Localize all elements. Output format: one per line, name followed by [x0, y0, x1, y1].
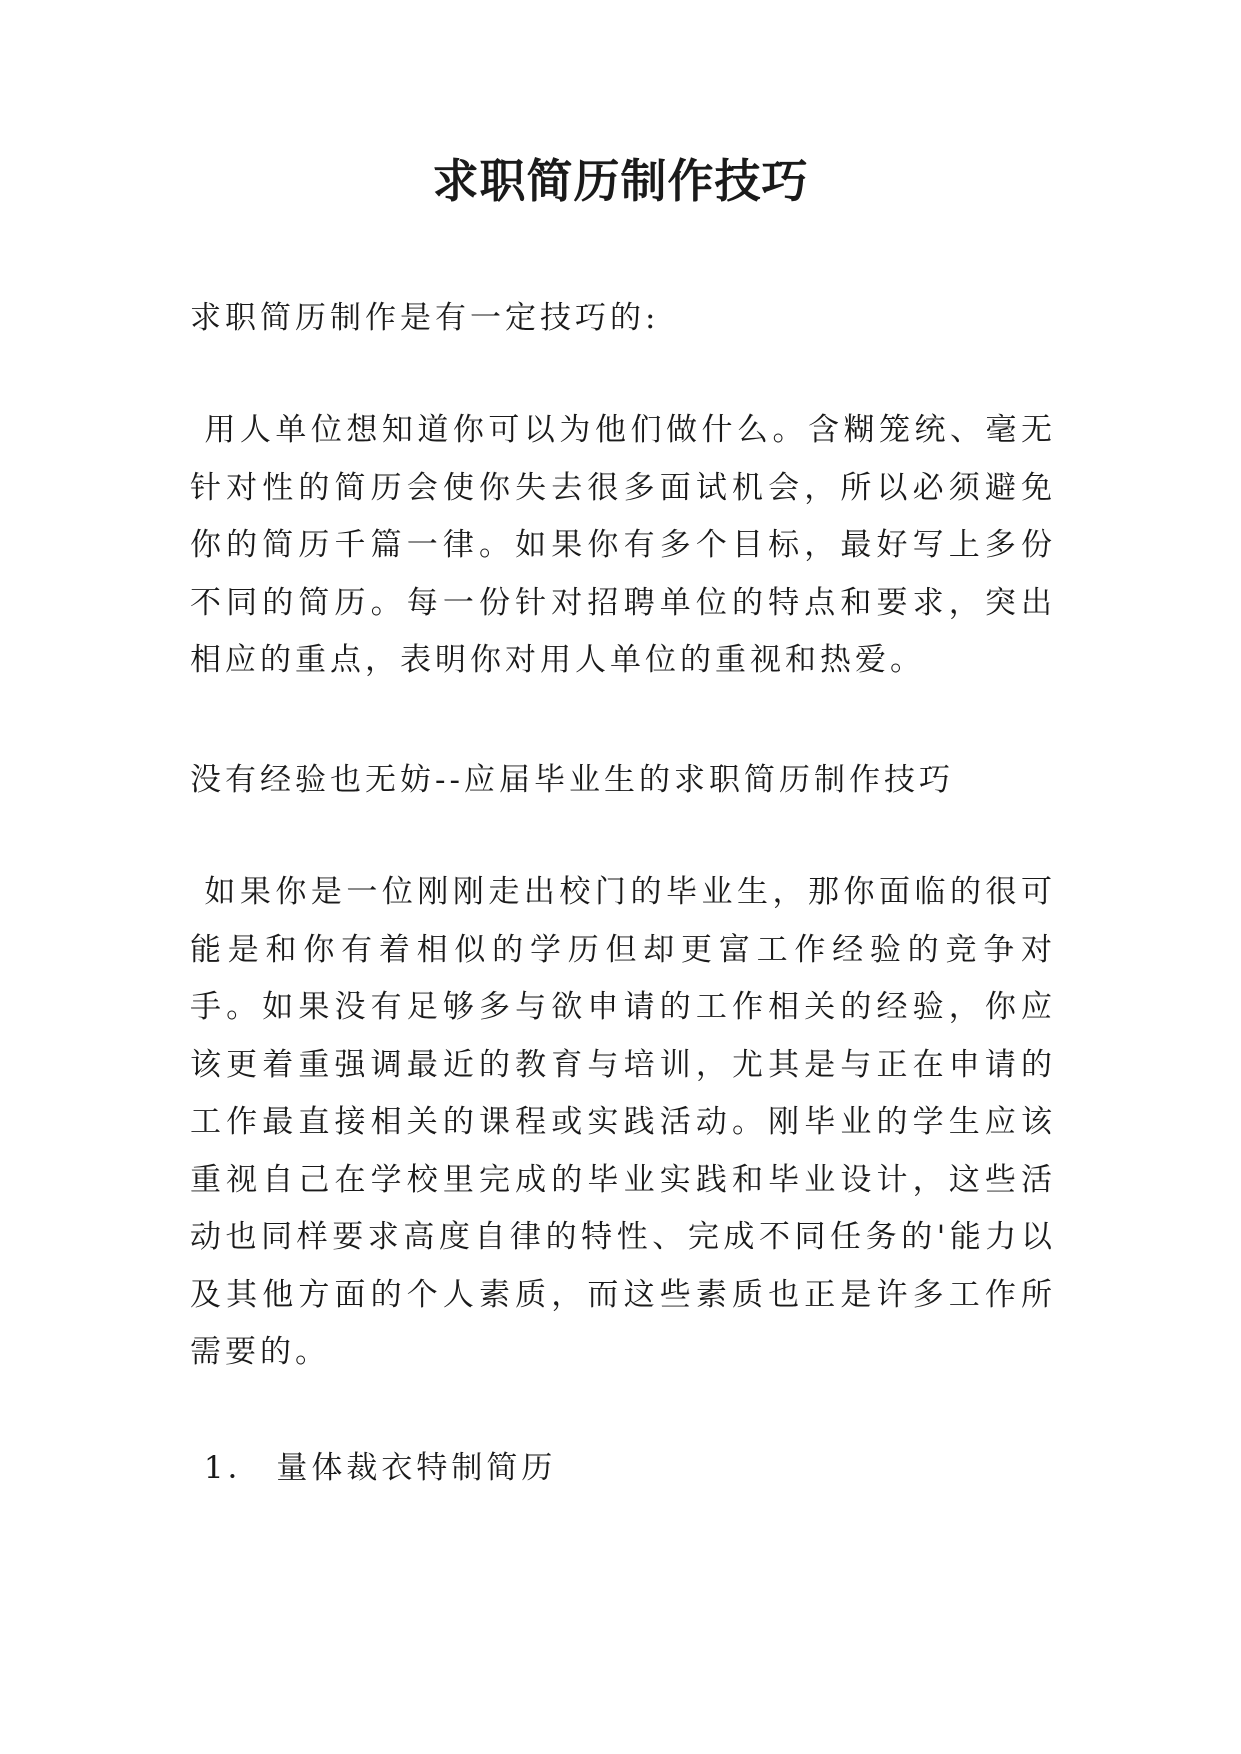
numbered-item-1: 1． 量体裁衣特制简历: [190, 1450, 557, 1486]
paragraph-2: 如果你是一位刚刚走出校门的毕业生，那你面临的很可能是和你有着相似的学历但却更富工作经验的竞争对手。如果没有足够多与欲申请的工作相关的经验，你应该更着重强调最近的教育与培训，尤其是与正在申请的工作最直接相关的课程或实践活动。刚毕业的学生应该重视自己在学校里完成的毕业实践和毕业设计，这些活动也同样要求高度自律的特性、完成不同任务的'能力以及其他方面的个人素质，而这些素质也正是许多工作所需要的。: [190, 874, 1057, 1370]
intro-text: 求职简历制作是有一定技巧的:: [190, 300, 660, 336]
document-title: 求职简历制作技巧: [432, 154, 809, 208]
section-subheading: 没有经验也无妨--应届毕业生的求职简历制作技巧: [190, 762, 954, 798]
paragraph-1: 用人单位想知道你可以为他们做什么。含糊笼统、毫无针对性的简历会使你失去很多面试机会，所以必须避免你的简历千篇一律。如果你有多个目标，最好写上多份不同的简历。每一份针对招聘单位的特点和要求，突出相应的重点，表明你对用人单位的重视和热爱。: [190, 412, 1057, 678]
